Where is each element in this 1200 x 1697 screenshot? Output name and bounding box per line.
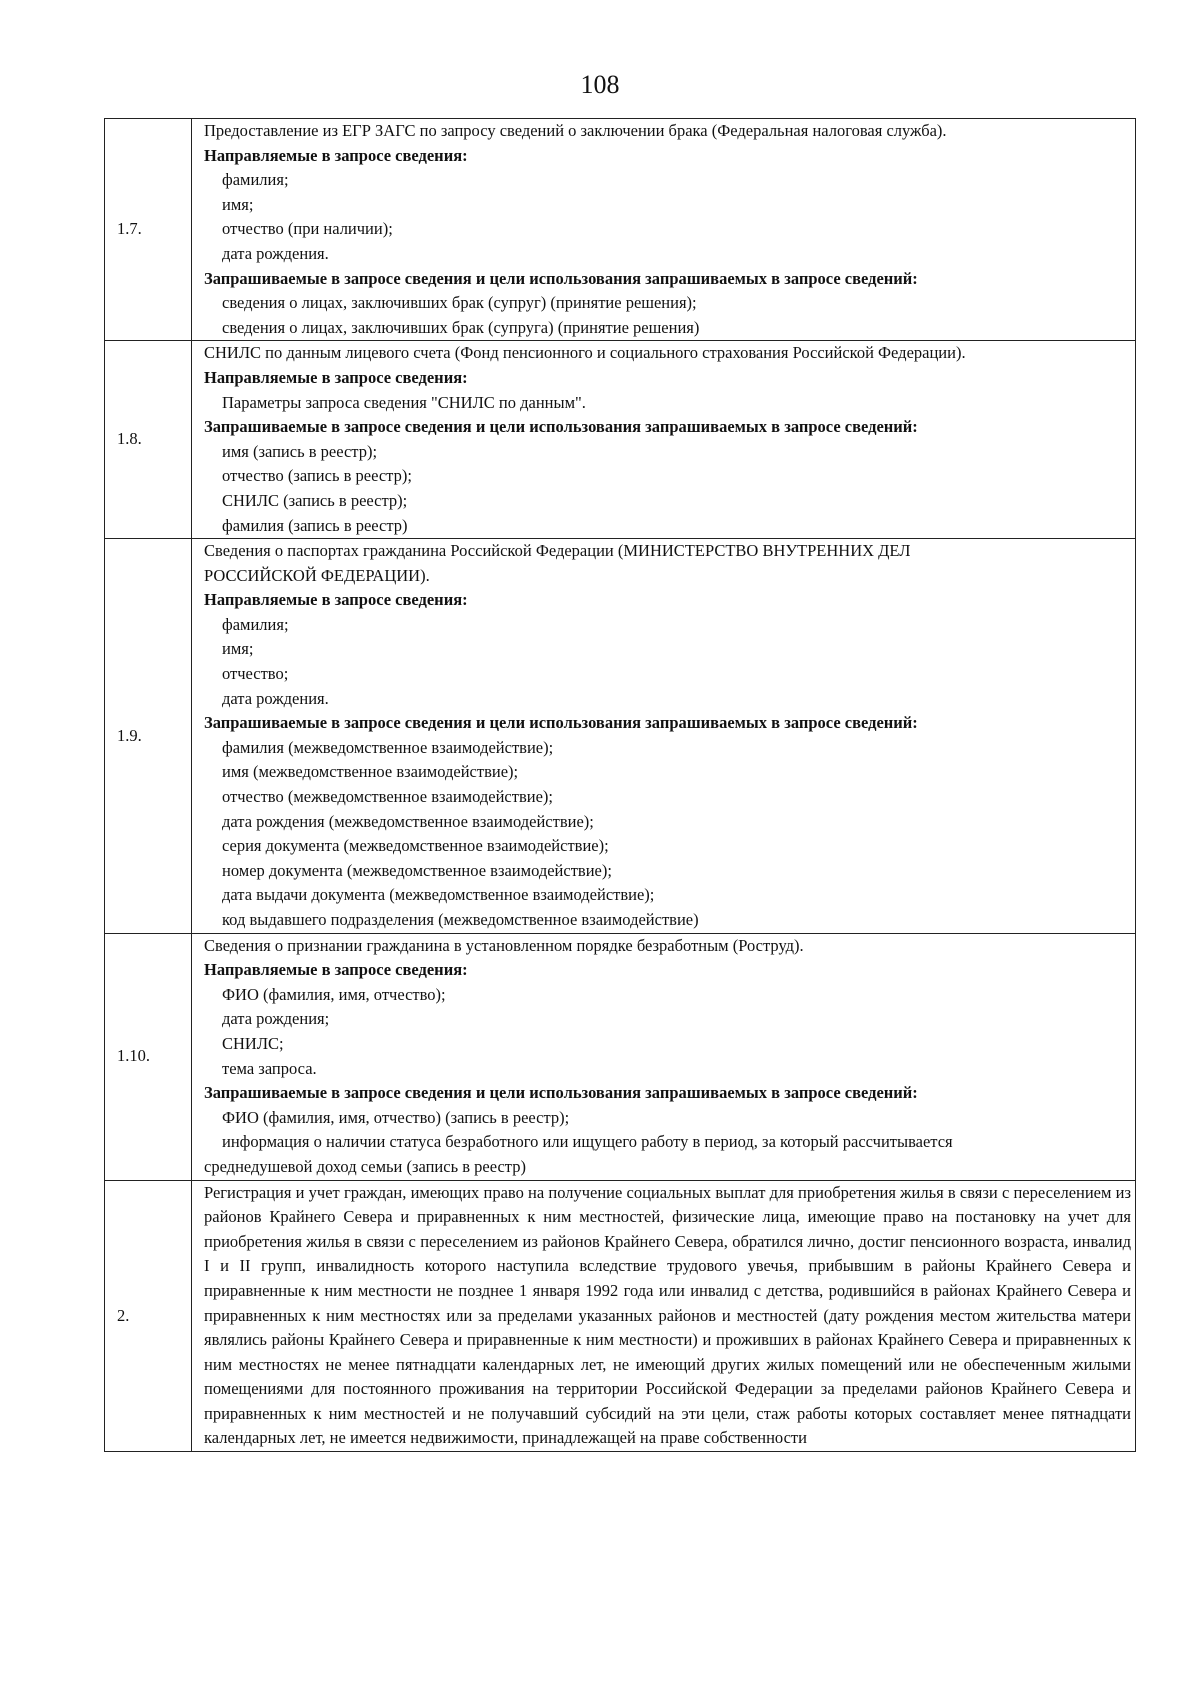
content-line: код выдавшего подразделения (межведомственное взаимодействие) bbox=[222, 910, 699, 929]
table-row bbox=[105, 539, 1136, 934]
content-line: фамилия; bbox=[222, 170, 289, 190]
row-content bbox=[192, 933, 1136, 1180]
row-content bbox=[192, 539, 1136, 934]
content-line: Параметры запроса сведения "СНИЛС по данным". bbox=[222, 392, 586, 412]
content-line: среднедушевой доход семьи (запись в реестр) bbox=[204, 1156, 526, 1176]
row-content bbox=[192, 1180, 1136, 1452]
content-line: имя (запись в реестр); bbox=[222, 441, 378, 461]
content-line: Сведения о признании гражданина в установленном порядке безработным (Роструд). bbox=[204, 935, 804, 955]
document-table bbox=[104, 118, 1136, 1452]
content-line: фамилия (межведомственное взаимодействие); bbox=[222, 737, 554, 757]
row-number: 1.7. bbox=[105, 119, 192, 341]
row-number: 1.10. bbox=[105, 933, 192, 1180]
content-line: ФИО (фамилия, имя, отчество); bbox=[222, 984, 446, 1004]
content-line: СНИЛС (запись в реестр); bbox=[222, 490, 408, 510]
content-line: дата рождения. bbox=[222, 243, 329, 263]
content-line: имя; bbox=[222, 639, 254, 659]
content-line: ФИО (фамилия, имя, отчество) (запись в реестр); bbox=[222, 1107, 570, 1127]
content-line: номер документа (межведомственное взаимодействие); bbox=[222, 860, 612, 880]
section-heading: Запрашиваемые в запросе сведения и цели использования запрашиваемых в запросе сведений: bbox=[204, 268, 918, 288]
content-line: дата рождения. bbox=[222, 688, 329, 708]
content-line: отчество (при наличии); bbox=[222, 219, 393, 239]
content-line: отчество (запись в реестр); bbox=[222, 466, 412, 486]
content-line: сведения о лицах, заключивших брак (супруг) (принятие решения); bbox=[222, 293, 697, 313]
table-row bbox=[105, 1180, 1136, 1452]
row-number: 1.8. bbox=[105, 341, 192, 539]
table-body bbox=[105, 119, 1136, 1452]
content-line: отчество; bbox=[222, 664, 289, 684]
content-line: имя; bbox=[222, 194, 254, 214]
content-line: дата рождения (межведомственное взаимодействие); bbox=[222, 811, 594, 831]
row-content bbox=[192, 119, 1136, 341]
section-heading: Направляемые в запросе сведения: bbox=[204, 960, 468, 980]
section-heading: Направляемые в запросе сведения: bbox=[204, 590, 468, 610]
section-heading: Направляемые в запросе сведения: bbox=[204, 145, 468, 165]
content-line: имя (межведомственное взаимодействие); bbox=[222, 762, 519, 782]
content-line: дата выдачи документа (межведомственное взаимодействие); bbox=[222, 885, 655, 905]
row-content bbox=[192, 341, 1136, 539]
row-number: 1.9. bbox=[105, 539, 192, 934]
content-line: фамилия; bbox=[222, 614, 289, 634]
section-heading: Направляемые в запросе сведения: bbox=[204, 367, 468, 387]
content-line: информация о наличии статуса безработного или ищущего работу в период, за который рассчитывается bbox=[222, 1132, 953, 1152]
section-heading: Запрашиваемые в запросе сведения и цели использования запрашиваемых в запросе сведений: bbox=[204, 417, 918, 437]
section-heading: Запрашиваемые в запросе сведения и цели использования запрашиваемых в запросе сведений: bbox=[204, 1083, 918, 1103]
content-line: серия документа (межведомственное взаимодействие); bbox=[222, 836, 609, 856]
content-paragraph: Регистрация и учет граждан, имеющих право на получение социальных выплат для приобретения жилья в связи с переселением из районов Крайнего Севера и приравненных к ним местностей, физические лица, имеющие право на постановку на учет для приобретения жилья в связи с переселением из районов Крайнего Севера, обратился лично, достиг пенсионного возраста, инвалид I и II групп, инвалидность которого наступила вследствие трудового увечья, прибывшим в районы Крайнего Севера и приравненные к ним местности не позднее 1 января 1992 года или инвалид с детства, родившийся в районах Крайнего Севера и приравненных к ним местностях или за пределами указанных районов и местностей (дату рождения местом жительства матери являлись районы Крайнего Севера и приравненные к ним местности) и проживших в районах Крайнего Севера и приравненных к ним местностях не менее пятнадцати календарных лет, не имеющий других жилых помещений или не обеспеченным жилыми помещениями для постоянного проживания на территории Российской Федерации за пределами районов Крайнего Севера и приравненных к ним местностей и не получавший субсидий на эти цели, стаж работы которых составляет менее пятнадцати календарных лет, не имеется недвижимости, принадлежащей на праве собственности bbox=[204, 1182, 1131, 1448]
page-number: 108 bbox=[580, 70, 620, 99]
content-line: Предоставление из ЕГР ЗАГС по запросу сведений о заключении брака (Федеральная налоговая служба). bbox=[204, 121, 947, 140]
section-heading: Запрашиваемые в запросе сведения и цели использования запрашиваемых в запросе сведений: bbox=[204, 713, 918, 733]
content-line: СНИЛС; bbox=[222, 1033, 284, 1053]
table-row bbox=[105, 933, 1136, 1180]
row-number: 2. bbox=[105, 1180, 192, 1452]
content-line: дата рождения; bbox=[222, 1009, 330, 1029]
content-line: тема запроса. bbox=[222, 1058, 317, 1078]
content-line: фамилия (запись в реестр) bbox=[222, 515, 408, 535]
table-row bbox=[105, 341, 1136, 539]
content-line: РОССИЙСКОЙ ФЕДЕРАЦИИ). bbox=[204, 565, 430, 585]
content-line: отчество (межведомственное взаимодействие); bbox=[222, 787, 553, 807]
content-line: Сведения о паспортах гражданина Российской Федерации (МИНИСТЕРСТВО ВНУТРЕННИХ ДЕЛ bbox=[204, 541, 911, 561]
table-row bbox=[105, 119, 1136, 341]
content-line: СНИЛС по данным лицевого счета (Фонд пенсионного и социального страхования Российской Федерации). bbox=[204, 343, 966, 363]
content-line: сведения о лицах, заключивших брак (супруга) (принятие решения) bbox=[222, 317, 700, 337]
